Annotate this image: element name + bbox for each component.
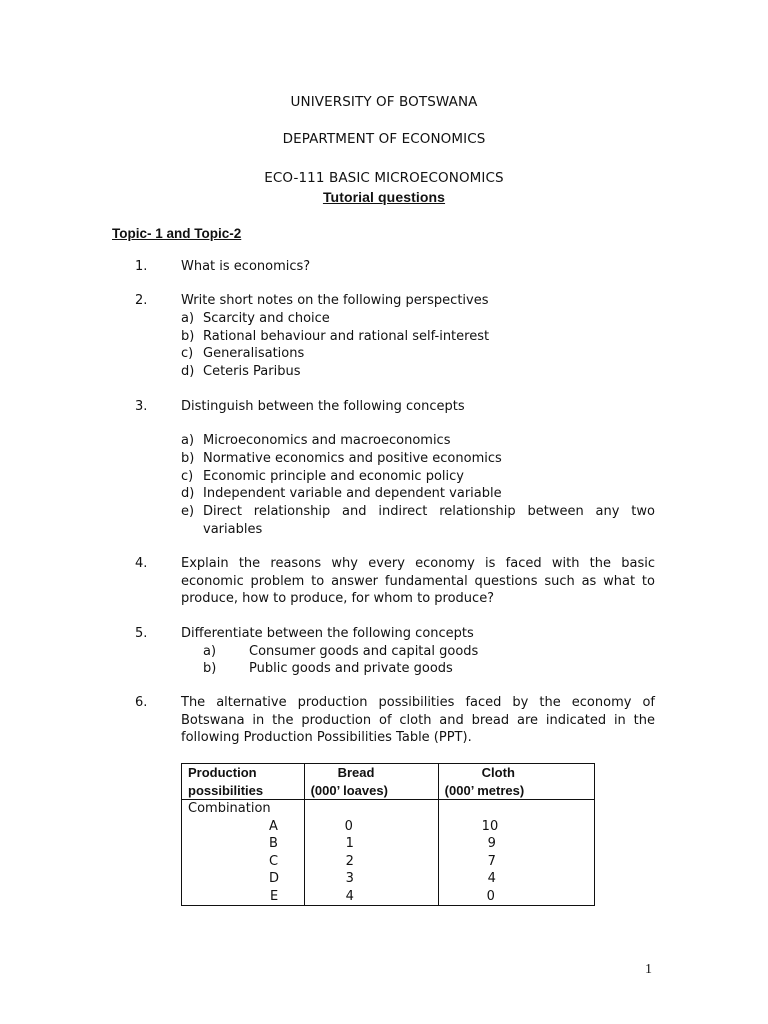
tutorial-title: Tutorial questions: [322, 189, 446, 205]
item-text: Ceteris Paribus: [203, 364, 301, 379]
question-text: Explain the reasons why every economy is faced with the basic economic problem to answer fundamental questions such as what to produce, how to produce, for whom to produce?: [181, 556, 655, 607]
list-item: [203, 660, 453, 678]
question-number: 3.: [135, 399, 148, 414]
combination-column: [182, 800, 305, 906]
item-text: Scarcity and choice: [203, 311, 330, 326]
table-cell: 0: [344, 818, 353, 834]
question-text: Distinguish between the following concepts: [181, 399, 465, 414]
item-letter: c): [181, 469, 194, 484]
course-title: ECO-111 BASIC MICROECONOMICS: [264, 170, 504, 186]
list-item: [203, 643, 478, 661]
table-cell: A: [269, 818, 278, 834]
row-label: Combination: [188, 801, 271, 816]
item-letter: b): [181, 451, 195, 466]
item-letter: b): [181, 329, 195, 344]
item-text: Consumer goods and capital goods: [249, 644, 479, 659]
question-number: 4.: [135, 556, 148, 571]
production-possibilities-table: [181, 763, 595, 906]
item-text: Direct relationship and indirect relationship between any two variables: [203, 504, 655, 537]
table-cell: D: [269, 871, 280, 886]
question-text: Write short notes on the following perspectives: [181, 293, 489, 308]
item-letter: a): [181, 433, 195, 448]
item-letter: d): [181, 486, 195, 501]
question-text: Differentiate between the following concepts: [181, 626, 474, 641]
item-text: Independent variable and dependent variable: [203, 486, 502, 501]
item-text: Normative economics and positive economics: [203, 451, 502, 466]
header-line: (000’ loaves): [310, 782, 388, 798]
list-item: [181, 450, 655, 468]
table-header-cell: [304, 764, 438, 800]
table-cell: 4: [345, 888, 354, 904]
table-cell: 0: [486, 888, 495, 904]
list-item: [181, 468, 655, 486]
table-header-cell: [182, 764, 305, 800]
list-item: [181, 310, 655, 328]
header-line: (000’ metres): [444, 782, 525, 798]
table-cell: 7: [487, 853, 496, 869]
item-letter: c): [181, 346, 194, 361]
table-cell: 2: [345, 853, 354, 869]
bread-column: [304, 800, 438, 906]
table-cell: 3: [345, 871, 354, 886]
header-line: Cloth: [481, 765, 515, 780]
list-item: [181, 328, 655, 346]
item-text: Rational behaviour and rational self-interest: [203, 329, 490, 344]
table-cell: 4: [487, 871, 496, 886]
table-body-row: [182, 800, 595, 906]
item-letter: b): [203, 661, 217, 676]
table-header-cell: [438, 764, 594, 800]
cloth-column: [438, 800, 594, 906]
question-number: 2.: [135, 293, 148, 308]
question-text: What is economics?: [181, 259, 311, 274]
item-letter: e): [181, 504, 195, 519]
question-number: 5.: [135, 626, 148, 641]
header-line: Production: [188, 765, 257, 780]
item-text: Generalisations: [203, 346, 305, 361]
topic-heading: Topic- 1 and Topic-2: [112, 226, 242, 241]
table-cell: 1: [345, 836, 354, 851]
table-cell: B: [269, 836, 278, 851]
tutorial-heading: [0, 189, 768, 206]
table-header-row: [182, 764, 595, 800]
item-text: Economic principle and economic policy: [203, 469, 464, 484]
question-number: 6.: [135, 695, 148, 710]
question-text: The alternative production possibilities faced by the economy of Botswana in the production of cloth and bread are indicated in the following Production Possibilities Table (PPT).: [181, 695, 655, 746]
department-title: DEPARTMENT OF ECONOMICS: [282, 131, 486, 147]
header-line: Bread: [337, 765, 375, 780]
item-text: Microeconomics and macroeconomics: [203, 433, 451, 448]
spacer: [439, 800, 594, 818]
table-cell: C: [269, 853, 279, 869]
list-item: [181, 363, 655, 381]
header-line: possibilities: [188, 782, 264, 798]
list-item: [181, 503, 655, 538]
item-letter: a): [203, 644, 217, 659]
table-cell: 10: [481, 818, 499, 834]
page-number: 1: [645, 962, 652, 977]
table-cell: E: [270, 888, 279, 904]
spacer: [305, 800, 438, 818]
item-letter: a): [181, 311, 195, 326]
list-item: [181, 345, 655, 363]
list-item: [181, 485, 655, 503]
list-item: [181, 432, 655, 450]
question-number: 1.: [135, 259, 148, 274]
table-cell: 9: [487, 836, 496, 851]
item-text: Public goods and private goods: [249, 661, 453, 676]
item-letter: d): [181, 364, 195, 379]
university-title: UNIVERSITY OF BOTSWANA: [290, 94, 478, 110]
